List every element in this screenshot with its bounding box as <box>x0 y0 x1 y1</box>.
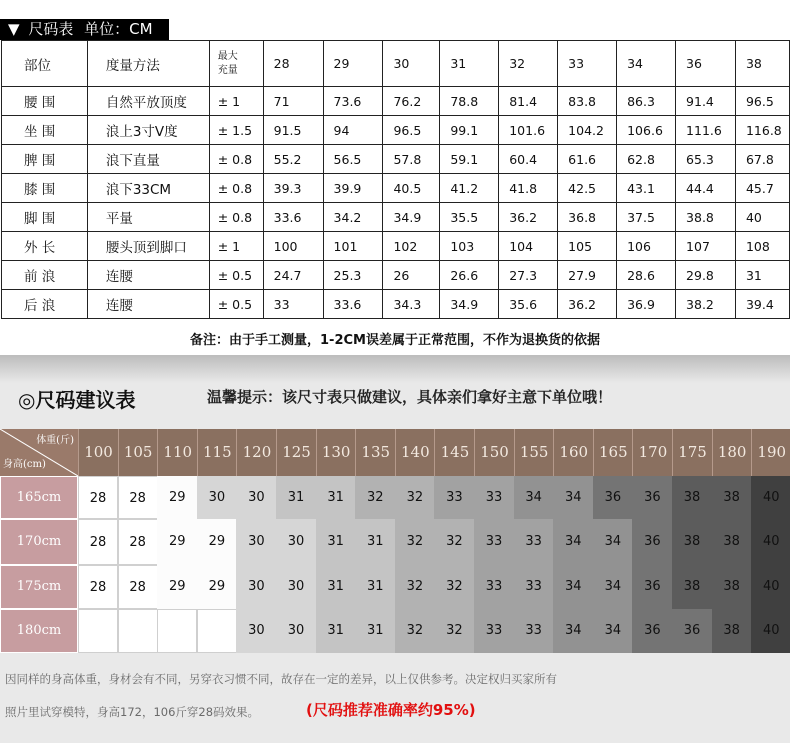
size-cell: 31 <box>276 476 316 519</box>
measure-cell: 108 <box>735 232 789 261</box>
weight-header: 130 <box>316 429 356 476</box>
tolerance-cell: ± 0.8 <box>209 145 263 174</box>
measure-cell: 42.5 <box>558 174 617 203</box>
size-cell: 29 <box>197 519 237 565</box>
size-cell: 28 <box>78 476 118 519</box>
measure-cell: 40.5 <box>383 174 440 203</box>
size-cell: 29 <box>157 476 197 519</box>
measure-cell: 39.4 <box>735 290 789 319</box>
measure-cell: 61.6 <box>558 145 617 174</box>
size-cell: 33 <box>434 476 474 519</box>
weight-header: 160 <box>553 429 593 476</box>
header-cell: 32 <box>499 41 558 87</box>
size-table-header-row <box>2 41 790 87</box>
size-cell: 33 <box>474 609 514 653</box>
weight-header: 105 <box>118 429 158 476</box>
header-cell: 29 <box>323 41 383 87</box>
size-cell: 31 <box>355 609 395 653</box>
measure-cell: 104.2 <box>558 116 617 145</box>
size-cell: 31 <box>355 519 395 565</box>
weight-header: 140 <box>395 429 435 476</box>
measure-cell: 35.5 <box>440 203 499 232</box>
table-row <box>2 87 790 116</box>
size-cell: 29 <box>157 519 197 565</box>
weight-header: 125 <box>276 429 316 476</box>
recommend-title: ◎尺码建议表 <box>18 388 136 412</box>
size-cell: 32 <box>395 609 435 653</box>
measure-cell: 36.8 <box>558 203 617 232</box>
measure-cell: 43.1 <box>617 174 676 203</box>
triangle-down-icon: ▼ <box>8 20 20 38</box>
measure-cell: 96.5 <box>735 87 789 116</box>
footer-accuracy: (尺码推荐准确率约95%) <box>306 701 476 719</box>
size-cell: 30 <box>236 609 276 653</box>
weight-header: 165 <box>593 429 633 476</box>
measure-cell: 105 <box>558 232 617 261</box>
measure-cell: 34.3 <box>383 290 440 319</box>
size-cell: 29 <box>157 565 197 609</box>
grid-corner <box>0 429 78 476</box>
measure-cell: 67.8 <box>735 145 789 174</box>
size-cell: 32 <box>355 476 395 519</box>
size-cell: 33 <box>514 565 554 609</box>
header-cell: 部位 <box>2 41 88 87</box>
measure-cell: 100 <box>263 232 323 261</box>
size-cell: 38 <box>712 565 752 609</box>
measure-cell: 94 <box>323 116 383 145</box>
height-label: 170cm <box>0 519 78 565</box>
part-cell: 脚 围 <box>2 203 88 232</box>
size-cell: 32 <box>395 519 435 565</box>
size-cell: 30 <box>236 565 276 609</box>
size-table <box>1 40 790 319</box>
size-cell: 30 <box>276 519 316 565</box>
method-cell: 浪下33CM <box>87 174 209 203</box>
measure-cell: 91.5 <box>263 116 323 145</box>
corner-weight-label: 体重(斤) <box>36 435 74 446</box>
measure-cell: 37.5 <box>617 203 676 232</box>
part-cell: 坐 围 <box>2 116 88 145</box>
size-cell: 34 <box>553 609 593 653</box>
size-cell: 34 <box>593 519 633 565</box>
size-table-tab <box>0 19 169 40</box>
size-cell: 32 <box>434 609 474 653</box>
measure-cell: 38.8 <box>676 203 736 232</box>
size-cell: 31 <box>316 519 356 565</box>
measure-cell: 71 <box>263 87 323 116</box>
size-cell: 34 <box>514 476 554 519</box>
size-cell: 28 <box>118 476 158 519</box>
tolerance-cell: ± 0.8 <box>209 174 263 203</box>
header-cell: 33 <box>558 41 617 87</box>
measure-cell: 111.6 <box>676 116 736 145</box>
measure-cell: 62.8 <box>617 145 676 174</box>
size-cell: 36 <box>593 476 633 519</box>
size-cell: 34 <box>593 565 633 609</box>
footer-disclaimer: 因同样的身高体重，身材会有不同，另穿衣习惯不同，故存在一定的差异，以上仅供参考。决定权归买家所有 <box>5 672 557 686</box>
part-cell: 后 浪 <box>2 290 88 319</box>
measure-cell: 91.4 <box>676 87 736 116</box>
size-table-note: 备注：由于手工测量，1-2CM误差属于正常范围，不作为退换货的依据 <box>190 333 600 348</box>
size-cell <box>78 609 118 653</box>
measure-cell: 99.1 <box>440 116 499 145</box>
measure-cell: 26 <box>383 261 440 290</box>
size-cell: 34 <box>593 609 633 653</box>
weight-header: 180 <box>712 429 752 476</box>
recommend-grid <box>0 429 790 653</box>
measure-cell: 34.9 <box>383 203 440 232</box>
header-cell: 36 <box>676 41 736 87</box>
size-cell: 33 <box>474 476 514 519</box>
weight-header: 175 <box>672 429 712 476</box>
method-cell: 浪下直量 <box>87 145 209 174</box>
tolerance-cell: ± 0.5 <box>209 290 263 319</box>
table-row <box>2 290 790 319</box>
size-cell: 34 <box>553 476 593 519</box>
header-cell: 28 <box>263 41 323 87</box>
measure-cell: 106.6 <box>617 116 676 145</box>
header-max-line: 充量 <box>217 64 238 76</box>
part-cell: 腰 围 <box>2 87 88 116</box>
size-cell: 36 <box>632 565 672 609</box>
weight-header: 190 <box>751 429 790 476</box>
weight-header: 120 <box>236 429 276 476</box>
size-cell: 31 <box>316 565 356 609</box>
measure-cell: 76.2 <box>383 87 440 116</box>
part-cell: 脾 围 <box>2 145 88 174</box>
size-cell: 29 <box>197 565 237 609</box>
table-row <box>2 116 790 145</box>
measure-cell: 41.8 <box>499 174 558 203</box>
measure-cell: 25.3 <box>323 261 383 290</box>
measure-cell: 27.9 <box>558 261 617 290</box>
size-cell: 31 <box>316 609 356 653</box>
measure-cell: 39.9 <box>323 174 383 203</box>
size-cell: 30 <box>236 519 276 565</box>
header-max-line: 最大 <box>217 50 238 62</box>
part-cell: 外 长 <box>2 232 88 261</box>
size-cell: 36 <box>632 519 672 565</box>
tolerance-cell: ± 1 <box>209 87 263 116</box>
size-cell: 33 <box>474 519 514 565</box>
measure-cell: 35.6 <box>499 290 558 319</box>
measure-cell: 73.6 <box>323 87 383 116</box>
size-cell: 40 <box>751 519 790 565</box>
measure-cell: 33 <box>263 290 323 319</box>
table-row <box>2 145 790 174</box>
height-label: 180cm <box>0 609 78 653</box>
size-cell: 28 <box>118 519 158 565</box>
size-table-unit: 单位：CM <box>84 20 153 38</box>
size-cell: 28 <box>78 519 118 565</box>
measure-cell: 34.9 <box>440 290 499 319</box>
size-cell: 34 <box>553 565 593 609</box>
size-cell: 40 <box>751 609 790 653</box>
method-cell: 自然平放顶度 <box>87 87 209 116</box>
measure-cell: 116.8 <box>735 116 789 145</box>
weight-header: 155 <box>514 429 554 476</box>
size-cell <box>157 609 197 653</box>
measure-cell: 106 <box>617 232 676 261</box>
size-cell <box>118 609 158 653</box>
size-table-title: 尺码表 <box>28 20 74 38</box>
table-row <box>2 232 790 261</box>
method-cell: 浪上3寸V度 <box>87 116 209 145</box>
size-cell: 36 <box>672 609 712 653</box>
measure-cell: 65.3 <box>676 145 736 174</box>
table-row <box>2 203 790 232</box>
table-row <box>2 261 790 290</box>
size-cell: 33 <box>514 519 554 565</box>
weight-header: 170 <box>632 429 672 476</box>
size-cell: 33 <box>474 565 514 609</box>
size-cell: 32 <box>395 565 435 609</box>
size-cell <box>197 609 237 653</box>
weight-header: 135 <box>355 429 395 476</box>
measure-cell: 41.2 <box>440 174 499 203</box>
measure-cell: 45.7 <box>735 174 789 203</box>
measure-cell: 38.2 <box>676 290 736 319</box>
size-cell: 38 <box>712 476 752 519</box>
measure-cell: 78.8 <box>440 87 499 116</box>
size-cell: 40 <box>751 565 790 609</box>
measure-cell: 107 <box>676 232 736 261</box>
measure-cell: 36.9 <box>617 290 676 319</box>
size-cell: 30 <box>276 609 316 653</box>
measure-cell: 40 <box>735 203 789 232</box>
size-cell: 30 <box>236 476 276 519</box>
size-cell: 36 <box>632 609 672 653</box>
weight-header: 145 <box>434 429 474 476</box>
size-cell: 28 <box>78 565 118 609</box>
measure-cell: 96.5 <box>383 116 440 145</box>
size-cell: 40 <box>751 476 790 519</box>
measure-cell: 101.6 <box>499 116 558 145</box>
measure-cell: 83.8 <box>558 87 617 116</box>
measure-cell: 55.2 <box>263 145 323 174</box>
corner-height-label: 身高(cm) <box>3 459 46 470</box>
measure-cell: 101 <box>323 232 383 261</box>
method-cell: 连腰 <box>87 261 209 290</box>
size-cell: 34 <box>553 519 593 565</box>
header-cell <box>209 41 263 87</box>
measure-cell: 86.3 <box>617 87 676 116</box>
tolerance-cell: ± 1.5 <box>209 116 263 145</box>
height-label: 175cm <box>0 565 78 609</box>
weight-header: 110 <box>157 429 197 476</box>
measure-cell: 33.6 <box>263 203 323 232</box>
measure-cell: 36.2 <box>499 203 558 232</box>
measure-cell: 102 <box>383 232 440 261</box>
measure-cell: 26.6 <box>440 261 499 290</box>
size-cell: 38 <box>672 565 712 609</box>
measure-cell: 81.4 <box>499 87 558 116</box>
size-cell: 32 <box>395 476 435 519</box>
measure-cell: 24.7 <box>263 261 323 290</box>
size-cell: 33 <box>514 609 554 653</box>
measure-cell: 60.4 <box>499 145 558 174</box>
measure-cell: 57.8 <box>383 145 440 174</box>
measure-cell: 103 <box>440 232 499 261</box>
height-label: 165cm <box>0 476 78 519</box>
size-cell: 31 <box>355 565 395 609</box>
measure-cell: 27.3 <box>499 261 558 290</box>
part-cell: 前 浪 <box>2 261 88 290</box>
measure-cell: 29.8 <box>676 261 736 290</box>
weight-header: 150 <box>474 429 514 476</box>
size-cell: 28 <box>118 565 158 609</box>
method-cell: 连腰 <box>87 290 209 319</box>
part-cell: 膝 围 <box>2 174 88 203</box>
weight-header: 100 <box>78 429 118 476</box>
size-cell: 30 <box>276 565 316 609</box>
measure-cell: 44.4 <box>676 174 736 203</box>
measure-cell: 56.5 <box>323 145 383 174</box>
header-cell: 34 <box>617 41 676 87</box>
size-cell: 36 <box>632 476 672 519</box>
footer-model-info: 照片里试穿模特，身高172，106斤穿28码效果。 <box>5 705 260 719</box>
tolerance-cell: ± 1 <box>209 232 263 261</box>
size-cell: 38 <box>712 609 752 653</box>
size-cell: 32 <box>434 519 474 565</box>
header-cell: 38 <box>735 41 789 87</box>
size-cell: 38 <box>672 519 712 565</box>
recommend-tip: 温馨提示：该尺寸表只做建议，具体亲们拿好主意下单位哦！ <box>207 388 613 406</box>
header-cell: 30 <box>383 41 440 87</box>
size-cell: 38 <box>712 519 752 565</box>
size-cell: 32 <box>434 565 474 609</box>
table-row <box>2 174 790 203</box>
tolerance-cell: ± 0.5 <box>209 261 263 290</box>
measure-cell: 39.3 <box>263 174 323 203</box>
measure-cell: 31 <box>735 261 789 290</box>
header-cell: 31 <box>440 41 499 87</box>
tolerance-cell: ± 0.8 <box>209 203 263 232</box>
measure-cell: 59.1 <box>440 145 499 174</box>
weight-header: 115 <box>197 429 237 476</box>
measure-cell: 104 <box>499 232 558 261</box>
header-cell: 度量方法 <box>87 41 209 87</box>
measure-cell: 36.2 <box>558 290 617 319</box>
size-cell: 31 <box>316 476 356 519</box>
size-cell: 38 <box>672 476 712 519</box>
size-cell: 30 <box>197 476 237 519</box>
method-cell: 平量 <box>87 203 209 232</box>
measure-cell: 28.6 <box>617 261 676 290</box>
measure-cell: 34.2 <box>323 203 383 232</box>
method-cell: 腰头顶到脚口 <box>87 232 209 261</box>
measure-cell: 33.6 <box>323 290 383 319</box>
